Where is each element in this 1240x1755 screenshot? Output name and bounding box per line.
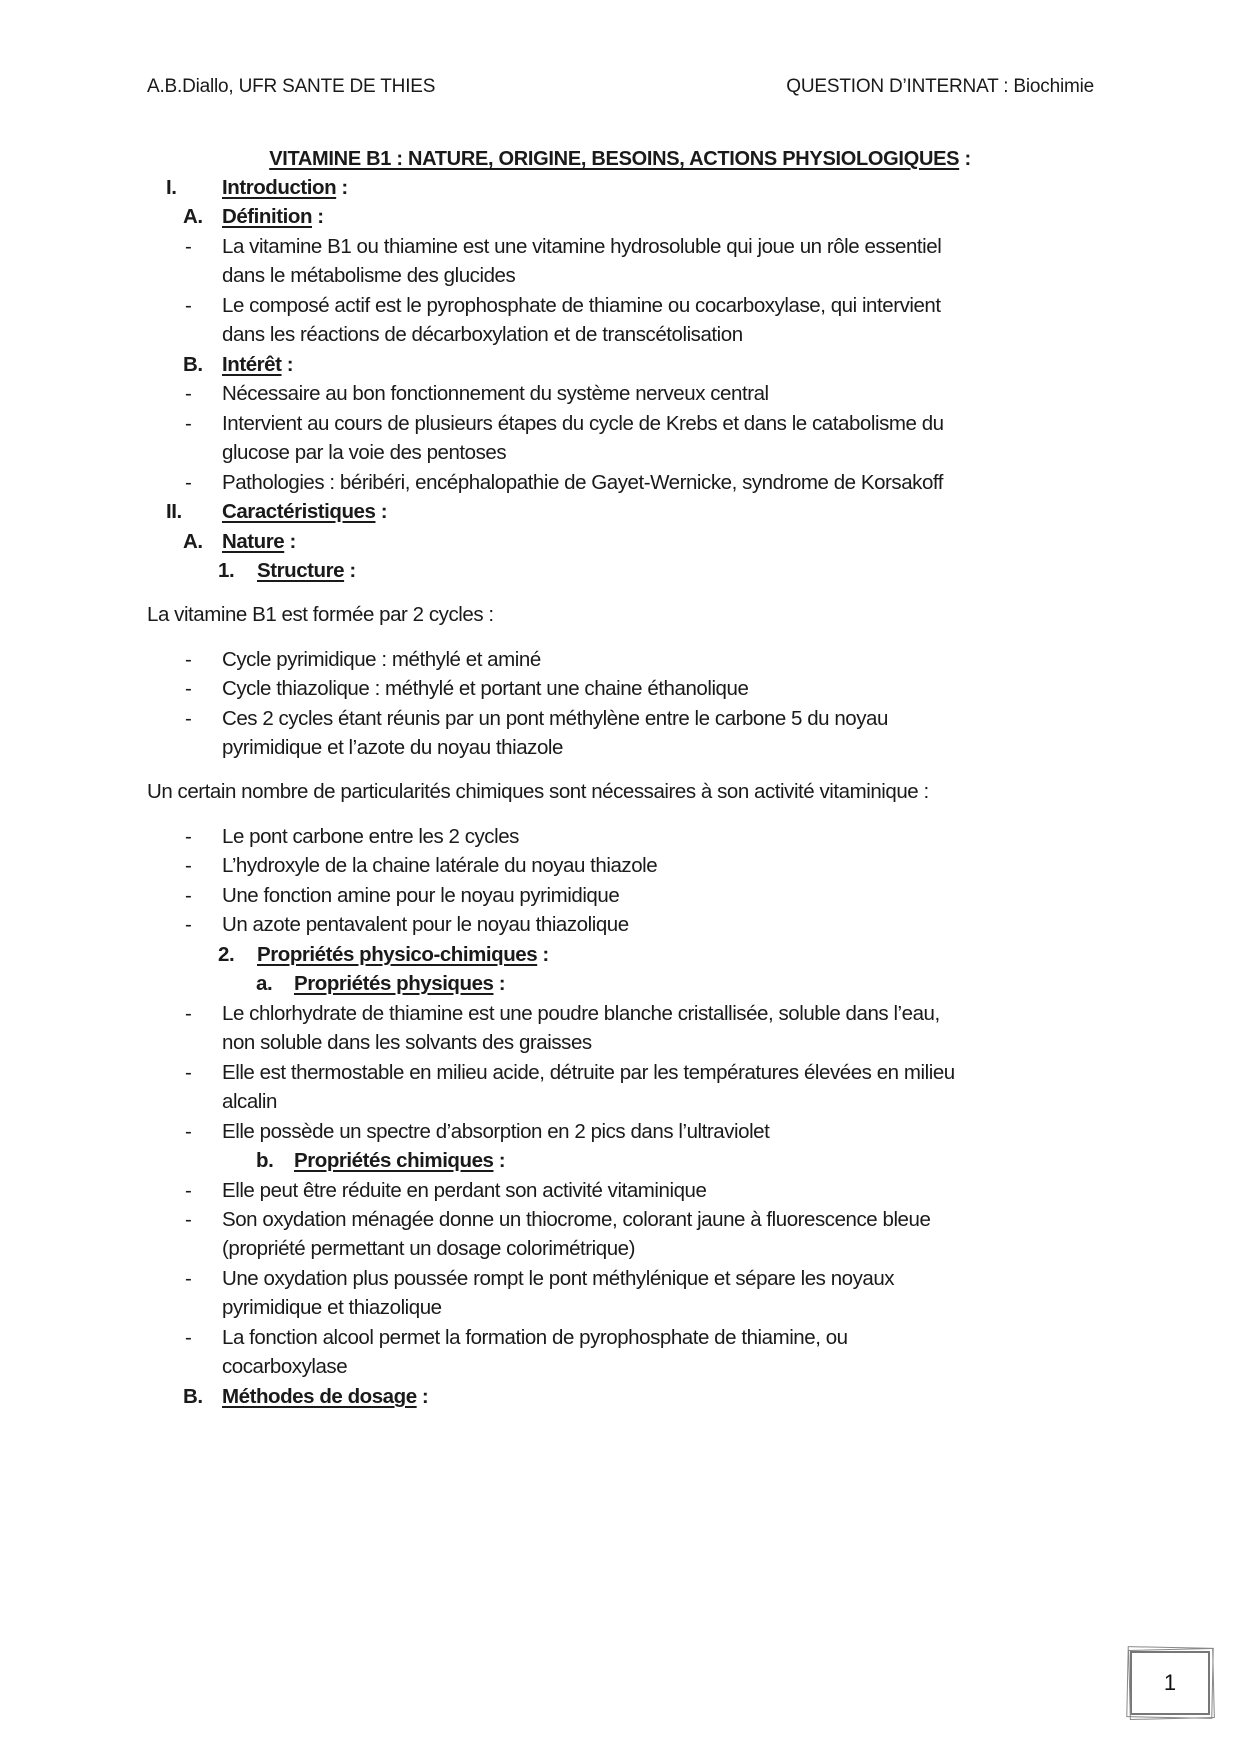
outline-marker: 2. [218, 943, 235, 966]
bullet-text: La fonction alcool permet la formation de pyrophosphate de thiamine, ou [222, 1326, 848, 1349]
heading-label: Nature [222, 530, 285, 553]
header-author: A.B.Diallo, UFR SANTE DE THIES [147, 76, 436, 97]
outline-marker: A. [183, 205, 203, 228]
heading-suffix: : [312, 205, 324, 228]
outline-marker: A. [183, 530, 203, 553]
bullet-dash: - [185, 1002, 192, 1025]
bullet-text: Ces 2 cycles étant réunis par un pont méthylène entre le carbone 5 du noyau [222, 707, 888, 730]
bullet-dash: - [185, 884, 192, 907]
bullet-continuation: alcalin [222, 1090, 277, 1113]
bullet-text: Cycle thiazolique : méthylé et portant une chaine éthanolique [222, 677, 749, 700]
heading-suffix: : [375, 500, 388, 523]
bullet-text: Un azote pentavalent pour le noyau thiazolique [222, 913, 629, 936]
bullet-dash: - [185, 235, 192, 258]
bullet-text: Le pont carbone entre les 2 cycles [222, 825, 519, 848]
outline-marker: b. [256, 1149, 274, 1172]
bullet-text: Le composé actif est le pyrophosphate de thiamine ou cocarboxylase, qui intervient [222, 294, 941, 317]
heading-suffix: : [493, 972, 506, 995]
section-heading [294, 1148, 505, 1174]
heading-label: Propriétés chimiques [294, 1149, 494, 1172]
heading-label: Propriétés physico-chimiques [257, 943, 538, 966]
bullet-continuation: non soluble dans les solvants des graisses [222, 1031, 592, 1054]
bullet-dash: - [185, 854, 192, 877]
heading-label: Introduction [222, 176, 337, 199]
bullet-text: Son oxydation ménagée donne un thiocrome, colorant jaune à fluorescence bleue [222, 1208, 931, 1231]
bullet-dash: - [185, 412, 192, 435]
bullet-dash: - [185, 648, 192, 671]
bullet-dash: - [185, 1120, 192, 1143]
bullet-continuation: (propriété permettant un dosage colorimétrique) [222, 1237, 635, 1260]
bullet-text: Le chlorhydrate de thiamine est une poudre blanche cristallisée, soluble dans l’eau, [222, 1002, 940, 1025]
outline-marker: II. [166, 500, 182, 523]
bullet-text: Nécessaire au bon fonctionnement du système nerveux central [222, 382, 769, 405]
heading-suffix: : [284, 530, 296, 553]
bullet-dash: - [185, 294, 192, 317]
heading-label: Méthodes de dosage [222, 1385, 417, 1408]
outline-marker: B. [183, 1385, 203, 1408]
heading-suffix: : [336, 176, 348, 199]
page-number: 1 [1163, 1670, 1177, 1695]
header-subject: QUESTION D’INTERNAT : Biochimie [786, 76, 1094, 97]
outline-marker: I. [166, 176, 177, 199]
section-heading [257, 558, 356, 584]
heading-suffix: : [281, 353, 294, 376]
bullet-dash: - [185, 471, 192, 494]
bullet-text: La vitamine B1 ou thiamine est une vitamine hydrosoluble qui joue un rôle essentiel [222, 235, 942, 258]
bullet-continuation: pyrimidique et l’azote du noyau thiazole [222, 736, 563, 759]
bullet-text: Pathologies : béribéri, encéphalopathie de Gayet-Wernicke, syndrome de Korsakoff [222, 471, 944, 494]
bullet-text: Elle peut être réduite en perdant son activité vitaminique [222, 1179, 707, 1202]
paragraph: Un certain nombre de particularités chimiques sont nécessaires à son activité vitaminique : [147, 780, 929, 803]
title-text: VITAMINE B1 : NATURE, ORIGINE, BESOINS, ACTIONS PHYSIOLOGIQUES [269, 148, 960, 170]
section-heading [257, 942, 549, 968]
section-heading [222, 1384, 428, 1410]
section-heading [222, 529, 296, 555]
bullet-dash: - [185, 1208, 192, 1231]
heading-suffix: : [537, 943, 549, 966]
bullet-text: Une fonction amine pour le noyau pyrimidique [222, 884, 620, 907]
section-heading [222, 204, 324, 230]
heading-label: Structure [257, 559, 345, 582]
section-heading [222, 499, 387, 525]
bullet-continuation: dans les réactions de décarboxylation et de transcétolisation [222, 323, 743, 346]
bullet-text: Elle est thermostable en milieu acide, détruite par les températures élevées en milieu [222, 1061, 955, 1084]
heading-suffix: : [416, 1385, 429, 1408]
bullet-dash: - [185, 825, 192, 848]
heading-label: Définition [222, 205, 313, 228]
bullet-dash: - [185, 707, 192, 730]
bullet-text: Elle possède un spectre d’absorption en 2 pics dans l’ultraviolet [222, 1120, 770, 1143]
page-title [0, 148, 1240, 171]
bullet-dash: - [185, 1326, 192, 1349]
heading-label: Caractéristiques [222, 500, 376, 523]
bullet-text: Intervient au cours de plusieurs étapes du cycle de Krebs et dans le catabolisme du [222, 412, 944, 435]
outline-marker: a. [256, 972, 273, 995]
bullet-continuation: dans le métabolisme des glucides [222, 264, 516, 287]
section-heading [222, 175, 348, 201]
outline-marker: B. [183, 353, 203, 376]
title-suffix: : [959, 148, 971, 170]
bullet-continuation: glucose par la voie des pentoses [222, 441, 507, 464]
bullet-continuation: cocarboxylase [222, 1355, 348, 1378]
heading-label: Intérêt [222, 353, 282, 376]
outline-marker: 1. [218, 559, 235, 582]
section-heading [294, 971, 505, 997]
bullet-dash: - [185, 382, 192, 405]
heading-suffix: : [493, 1149, 506, 1172]
bullet-continuation: pyrimidique et thiazolique [222, 1296, 442, 1319]
bullet-dash: - [185, 913, 192, 936]
heading-label: Propriétés physiques [294, 972, 494, 995]
page-number-box [1130, 1651, 1210, 1715]
bullet-text: Une oxydation plus poussée rompt le pont méthylénique et sépare les noyaux [222, 1267, 895, 1290]
bullet-text: Cycle pyrimidique : méthylé et aminé [222, 648, 541, 671]
bullet-dash: - [185, 677, 192, 700]
section-heading [222, 352, 293, 378]
bullet-text: L’hydroxyle de la chaine latérale du noyau thiazole [222, 854, 658, 877]
heading-suffix: : [344, 559, 356, 582]
bullet-dash: - [185, 1061, 192, 1084]
bullet-dash: - [185, 1179, 192, 1202]
bullet-dash: - [185, 1267, 192, 1290]
paragraph: La vitamine B1 est formée par 2 cycles : [147, 603, 494, 626]
